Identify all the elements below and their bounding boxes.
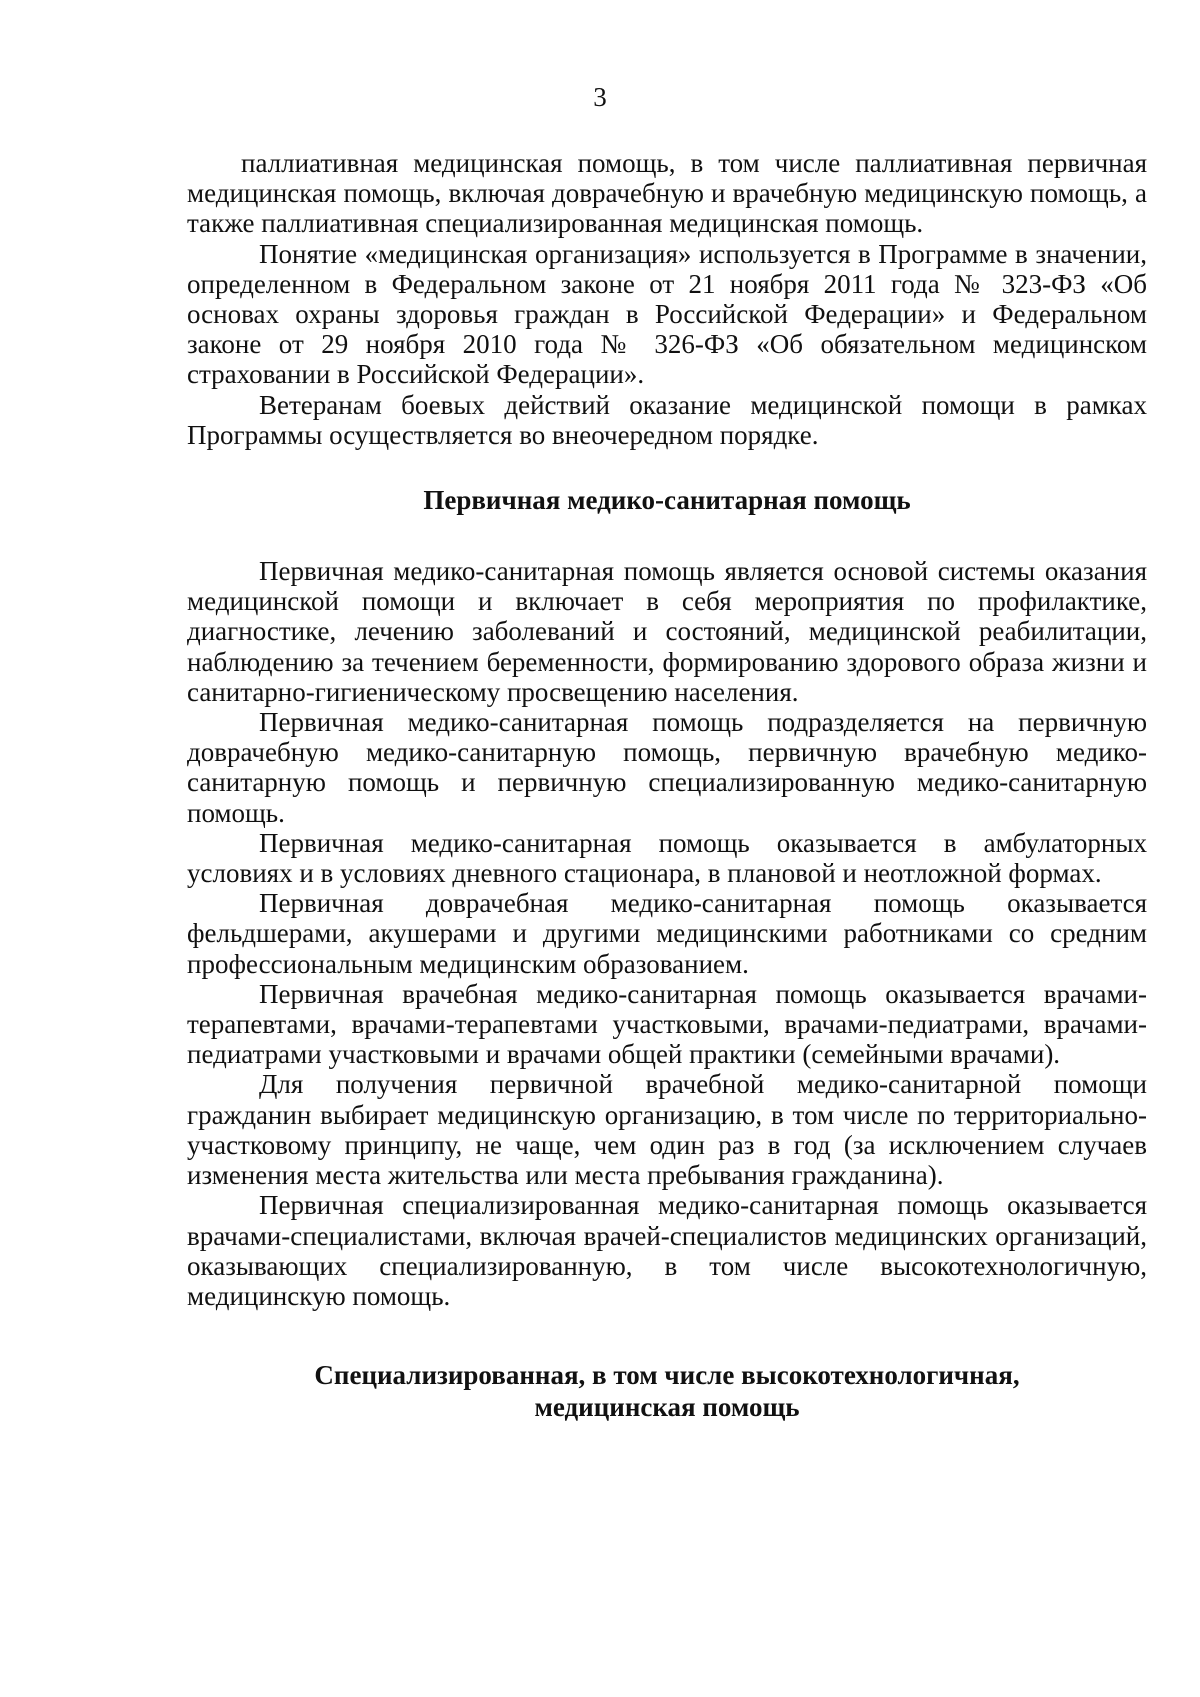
page-number: 3 <box>593 82 607 112</box>
paragraph-choice-of-organization: Для получения первичной врачебной медико-санитарной помощи гражданин выбирает медицинскую организацию, в том числе по территориально-участковому принципу, не чаще, чем один раз в год (за исключением случаев изменения места жительства или места пребывания гражданина). <box>187 1069 1147 1191</box>
paragraph-pre-medical-care: Первичная доврачебная медико-санитарная помощь оказывается фельдшерами, акушерами и другими медицинскими работниками со средним профессиональным медицинским образованием. <box>187 888 1147 979</box>
paragraph-veterans: Ветеранам боевых действий оказание медицинской помощи в рамках Программы осуществляется во внеочередном порядке. <box>187 389 1147 450</box>
section-heading-primary-care: Первичная медико-санитарная помощь <box>423 485 911 516</box>
section-heading-specialized-care <box>187 1359 1147 1423</box>
paragraph-primary-care-conditions: Первичная медико-санитарная помощь оказывается в амбулаторных условиях и в условиях дневного стационара, в плановой и неотложной формах. <box>187 827 1147 889</box>
section-heading-specialized-line1: Специализированная, в том числе высокотехнологичная, <box>314 1360 1020 1391</box>
paragraph-primary-care-subdivision: Первичная медико-санитарная помощь подразделяется на первичную доврачебную медико-санитарную помощь, первичную врачебную медико-санитарную помощь и первичную специализированную медико-санитарную помощь. <box>187 707 1147 828</box>
paragraph-specialized-primary-care: Первичная специализированная медико-санитарная помощь оказывается врачами-специалистами, включая врачей-специалистов медицинских организаций, оказывающих специализированную, в том числе высокотехнологичную, медицинскую помощь. <box>187 1190 1147 1311</box>
paragraph-palliative: паллиативная медицинская помощь, в том числе паллиативная первичная медицинская помощь, включая доврачебную и врачебную медицинскую помощь, а также паллиативная специализированная медицинская помощь. <box>187 148 1147 239</box>
section-heading-specialized-line2: медицинская помощь <box>534 1392 800 1423</box>
paragraph-primary-care-basis: Первичная медико-санитарная помощь является основой системы оказания медицинской помощи и включает в себя мероприятия по профилактике, диагностике, лечению заболеваний и состояний, медицинской реабилитации, наблюдению за течением беременности, формированию здорового образа жизни и санитарно-гигиеническому просвещению населения. <box>187 556 1147 707</box>
paragraph-physician-care: Первичная врачебная медико-санитарная помощь оказывается врачами-терапевтами, врачами-терапевтами участковыми, врачами-педиатрами, врачами-педиатрами участковыми и врачами общей практики (семейными врачами). <box>187 978 1147 1070</box>
document-body <box>187 148 1147 1423</box>
paragraph-medical-organization-definition: Понятие «медицинская организация» используется в Программе в значении, определенном в Федеральном законе от 21 ноября 2011 года № 323-ФЗ «Об основах охраны здоровья граждан в Российской Федерации» и Федеральном законе от 29 ноября 2010 года № 326-ФЗ «Об обязательном медицинском страховании в Российской Федерации». <box>187 238 1147 390</box>
